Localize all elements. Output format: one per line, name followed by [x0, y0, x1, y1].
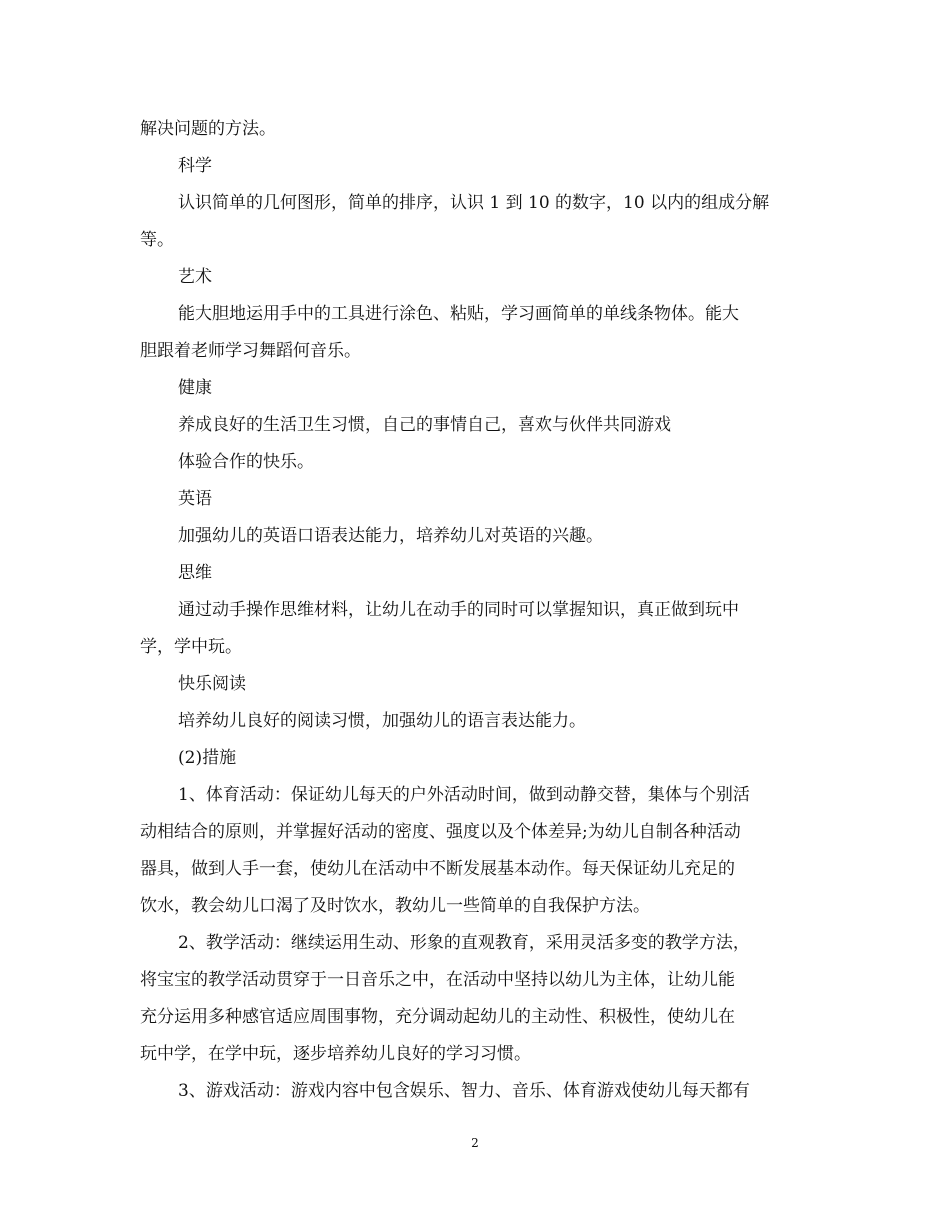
section-heading-measures: (2)措施	[178, 748, 237, 768]
text-line: 解决问题的方法。	[140, 119, 276, 139]
section-heading-english: 英语	[178, 489, 212, 509]
section-heading-art: 艺术	[178, 267, 212, 287]
section-heading-health: 健康	[178, 378, 212, 398]
text-line: 器具，做到人手一套，使幼儿在活动中不断发展基本动作。每天保证幼儿充足的	[140, 859, 735, 879]
text-line: 饮水，教会幼儿口渴了及时饮水，教幼儿一些简单的自我保护方法。	[140, 896, 650, 916]
text-line: 养成良好的生活卫生习惯，自己的事情自己，喜欢与伙伴共同游戏	[178, 415, 671, 435]
text-line: 能大胆地运用手中的工具进行涂色、粘贴，学习画简单的单线条物体。能大	[178, 304, 739, 324]
text-line: 充分运用多种感官适应周围事物，充分调动起幼儿的主动性、积极性，使幼儿在	[140, 1007, 735, 1027]
text-line: 动相结合的原则，并掌握好活动的密度、强度以及个体差异;为幼儿自制各种活动	[140, 822, 741, 842]
text-line: 胆跟着老师学习舞蹈何音乐。	[140, 341, 361, 361]
text-line: 等。	[140, 230, 174, 250]
section-heading-reading: 快乐阅读	[178, 674, 246, 694]
text-line: 体验合作的快乐。	[178, 452, 314, 472]
text-line: 1、体育活动：保证幼儿每天的户外活动时间，做到动静交替，集体与个别活	[178, 785, 750, 805]
text-line: 认识简单的几何图形，简单的排序，认识 1 到 10 的数字，10 以内的组成分解	[178, 193, 770, 213]
page-number: 2	[471, 1136, 479, 1150]
text-line: 学，学中玩。	[140, 637, 242, 657]
text-line: 培养幼儿良好的阅读习惯，加强幼儿的语言表达能力。	[178, 711, 586, 731]
section-heading-thinking: 思维	[178, 563, 212, 583]
text-line: 将宝宝的教学活动贯穿于一日音乐之中，在活动中坚持以幼儿为主体，让幼儿能	[140, 970, 735, 990]
text-line: 3、游戏活动：游戏内容中包含娱乐、智力、音乐、体育游戏使幼儿每天都有	[178, 1081, 750, 1101]
section-heading-science: 科学	[178, 156, 212, 176]
text-line: 2、教学活动：继续运用生动、形象的直观教育，采用灵活多变的教学方法，	[178, 933, 750, 953]
text-line: 玩中学，在学中玩，逐步培养幼儿良好的学习习惯。	[140, 1044, 531, 1064]
text-line: 通过动手操作思维材料，让幼儿在动手的同时可以掌握知识，真正做到玩中	[178, 600, 739, 620]
text-line: 加强幼儿的英语口语表达能力，培养幼儿对英语的兴趣。	[178, 526, 603, 546]
